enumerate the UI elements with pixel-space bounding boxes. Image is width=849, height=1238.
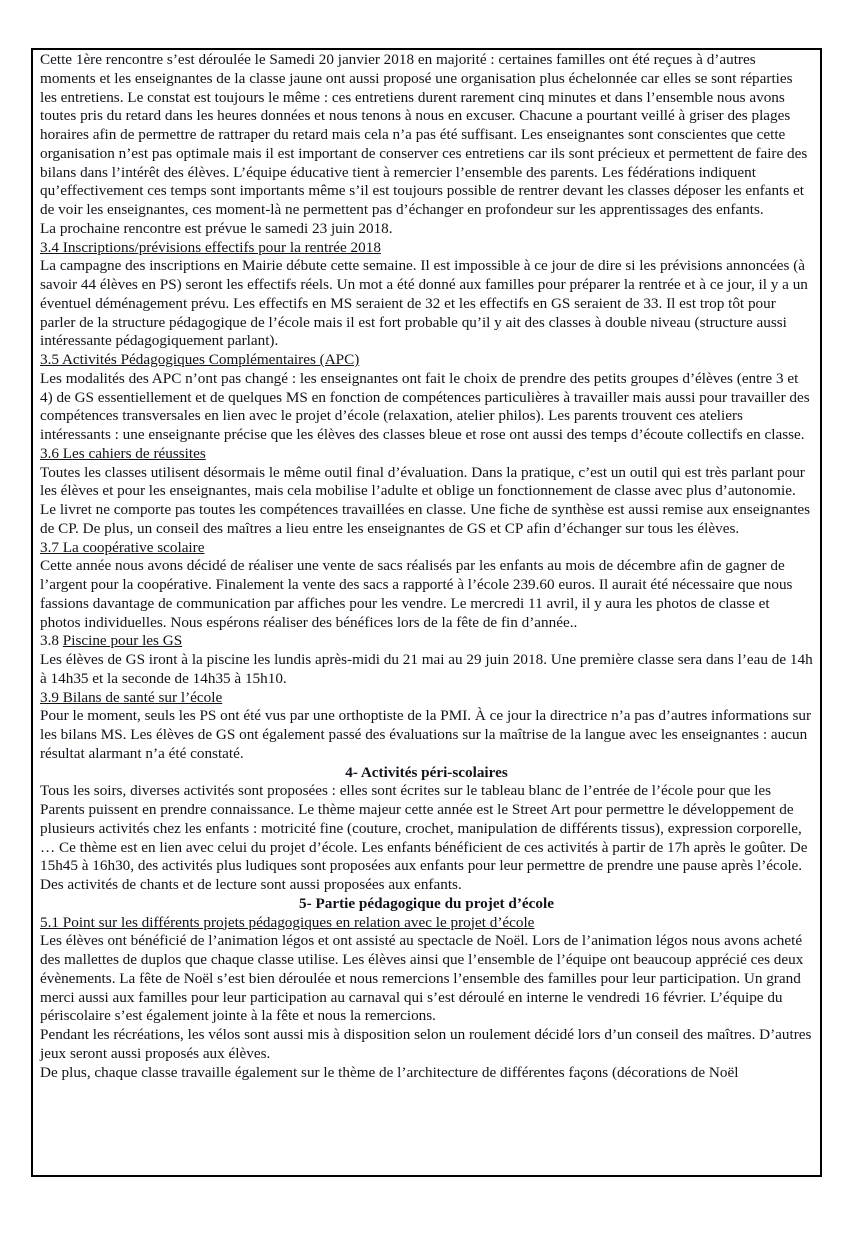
section-heading-text: 3.6 Les cahiers de réussites xyxy=(40,444,206,462)
section-heading-text: Piscine pour les GS xyxy=(62,632,183,650)
section-heading xyxy=(40,632,813,651)
centered-heading: 5- Partie pédagogique du projet d’école xyxy=(299,894,554,912)
paragraph: La prochaine rencontre est prévue le samedi 23 juin 2018. xyxy=(40,219,393,237)
document-content xyxy=(40,51,813,1082)
paragraph: Tous les soirs, diverses activités sont proposées : elles sont écrites sur le tableau blanc de l’entrée de l’école pour que les Parents puissent en prendre connaissance. Le thème majeur cette année est le Street Art pour permettre le développement de plusieurs activités chez les enfants : motricité fine (couture, crochet, manipulation de différents tissus), expression corporelle, … Ce thème est en lien avec celui du projet d’école. Les enfants bénéficient de ces activités à partir de 17h après le goûter. De 15h45 à 16h30, des activités plus ludiques sont proposées aux enfants pour leur permettre de prendre une pause après l’école. Des activités de chants et de lecture sont aussi proposées aux enfants. xyxy=(40,782,808,893)
paragraph: La campagne des inscriptions en Mairie débute cette semaine. Il est impossible à ce jour de dire si les prévisions annoncées (à savoir 44 élèves en PS) seront les effectifs réels. Un mot a été donné aux familles pour préparer la rentrée et à ce jour, il y a un éventuel déménagement prévu. Les effectifs en MS seraient de 32 et les effectifs en GS seraient de 33. Il est trop tôt pour parler de la structure pédagogique de l’école mais il est fort probable qu’il y ait des classes à double niveau (structure aussi intéressante pédagogiquement parlant). xyxy=(40,257,808,350)
section-heading xyxy=(40,914,813,933)
section-heading xyxy=(40,351,813,370)
paragraph: Les élèves ont bénéficié de l’animation légos et ont assisté au spectacle de Noël. Lors de l’animation légos nous avons acheté des mallettes de duplos que chaque classe utilise. Les élèves ainsi que l’ensemble de l’équipe ont beaucoup apprécié ces deux évènements. La fête de Noël s’est bien déroulée et nous remercions l’ensemble des familles pour leur participation. Un grand merci aussi aux familles pour leur participation au carnaval qui s’est déroulé en interne le vendredi 16 février. L’équipe du périscolaire s’est également jointe à la fête et nous la remercions. xyxy=(40,932,804,1025)
document-page-frame xyxy=(31,48,822,1177)
section-heading xyxy=(40,689,813,708)
section-heading-text: 3.9 Bilans de santé sur l’école xyxy=(40,688,223,706)
section-heading-text: 3.5 Activités Pédagogiques Complémentaires (APC) xyxy=(40,351,360,368)
section-heading xyxy=(40,239,813,258)
paragraph: Les élèves de GS iront à la piscine les lundis après-midi du 21 mai au 29 juin 2018. Une première classe sera dans l’eau de 14h à 14h35 et la seconde de 14h35 à 15h10. xyxy=(40,651,813,687)
section-heading-text: 5.1 Point sur les différents projets pédagogiques en relation avec le projet d’école xyxy=(40,913,535,931)
paragraph: Cette 1ère rencontre s’est déroulée le Samedi 20 janvier 2018 en majorité : certaines familles ont été reçues à d’autres moments et les enseignantes de la classe jaune ont aussi proposé une organisation plus échelonnée car elles se sont réparties les entretiens. Le constat est toujours le même : ces entretiens durent rarement cinq minutes et dans l’ensemble nous avons toutes pris du retard dans les heures données et nous tenons à nous en excuser. Chacune a pourtant veillé à griser des plages horaires afin de permettre de rattraper du retard mais cela n’a pas été suffisant. Les enseignantes sont conscientes que cette organisation n’est pas optimale mais il est important de conserver ces entretiens car ils sont précieux et permettent de faire des bilans dans l’intérêt des élèves. L’équipe éducative tient à remercier l’ensemble des parents. Les fédérations indiquent qu’effectivement ces temps sont importants même s’il est toujours possible de rentrer devant les classes déposer les enfants et de voir les enseignantes, ces moment-là ne permettent pas d’échanger en profondeur sur les apprentissages des enfants. xyxy=(40,51,808,218)
paragraph: Toutes les classes utilisent désormais le même outil final d’évaluation. Dans la pratique, c’est un outil qui est très parlant pour les élèves et pour les enseignantes, mais cela mobilise l’adulte et oblige un fonctionnement de classe avec plus d’autonomie. Le livret ne comporte pas toutes les compétences travaillées en classe. Une fiche de synthèse est aussi remise aux enseignantes de CP. De plus, un conseil des maîtres a lieu entre les enseignantes de GS et CP afin d’échanger sur tous les élèves. xyxy=(40,463,811,537)
centered-heading: 4- Activités péri-scolaires xyxy=(345,763,508,781)
section-heading-number: 3.8 xyxy=(40,632,63,650)
paragraph: Pendant les récréations, les vélos sont aussi mis à disposition selon un roulement décidé lors d’un conseil des maîtres. D’autres jeux seront aussi proposés aux élèves. xyxy=(40,1026,812,1062)
section-heading-text: 3.4 Inscriptions/prévisions effectifs pour la rentrée 2018 xyxy=(40,238,381,256)
paragraph: Les modalités des APC n’ont pas changé : les enseignantes ont fait le choix de prendre des petits groupes d’élèves (entre 3 et 4) de GS essentiellement et de quelques MS en fonction de compétences particulières à travailler mais aussi pour travailler des compétences transversales en lien avec le projet d’école (relaxation, atelier philos). Les parents trouvent ces ateliers intéressants : une enseignante précise que les élèves des classes bleue et rose ont aussi des temps d’écoute collectifs en classe. xyxy=(40,369,810,443)
section-heading-text: 3.7 La coopérative scolaire xyxy=(40,538,205,556)
paragraph: De plus, chaque classe travaille également sur le thème de l’architecture de différentes façons (décorations de Noël xyxy=(40,1063,739,1081)
section-heading xyxy=(40,539,813,558)
section-heading xyxy=(40,445,813,464)
paragraph: Cette année nous avons décidé de réaliser une vente de sacs réalisés par les enfants au mois de décembre afin de gagner de l’argent pour la coopérative. Finalement la vente des sacs a rapporté à l’école 239.60 euros. Il aurait été nécessaire que nous fassions davantage de communication par affiches pour les vendre. Le mercredi 11 avril, il y aura les photos de classe et photos individuelles. Nous espérons réaliser des bénéfices lors de la fête de fin d’année.. xyxy=(40,557,793,631)
paragraph: Pour le moment, seuls les PS ont été vus par une orthoptiste de la PMI. À ce jour la directrice n’a pas d’autres informations sur les bilans MS. Les élèves de GS ont également passé des évaluations sur la maîtrise de la langue avec les enseignantes : aucun résultat alarmant n’a été constaté. xyxy=(40,707,812,762)
